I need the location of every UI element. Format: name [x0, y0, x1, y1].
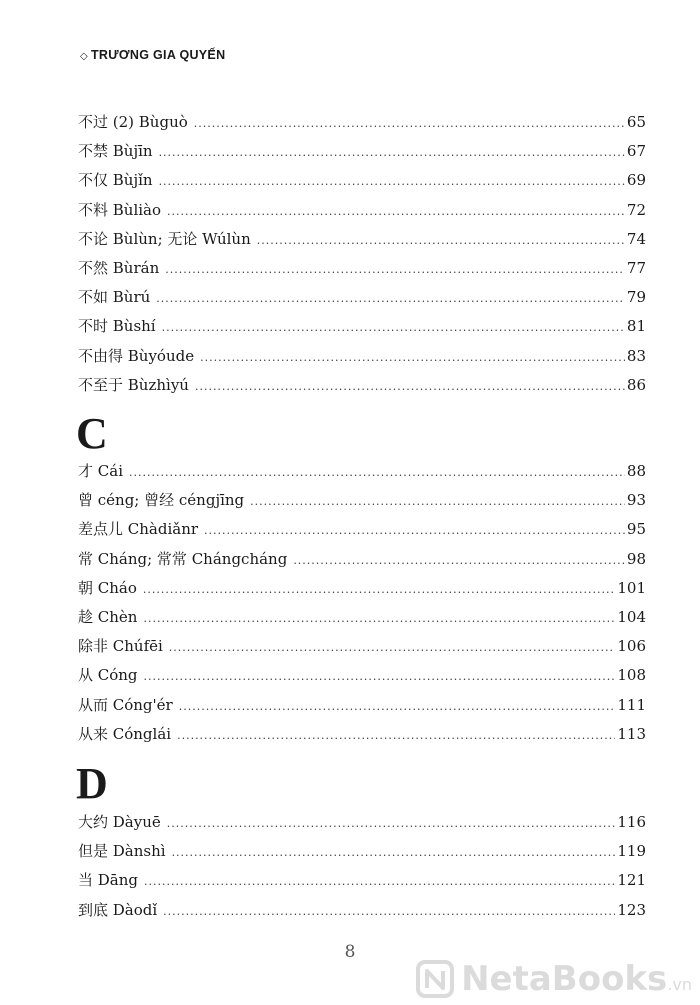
dot-leader [204, 524, 625, 537]
entry-term: 不论 Bùlùn; 无论 Wúlùn [78, 229, 251, 248]
entry-page: 95 [626, 520, 646, 539]
toc-entry[interactable] [78, 899, 646, 928]
entry-page: 86 [626, 375, 646, 394]
section-letter-d: D [76, 759, 108, 808]
toc-entry[interactable] [78, 869, 646, 898]
dot-leader [159, 146, 625, 159]
toc-entry[interactable] [78, 723, 646, 752]
entry-page: 104 [617, 607, 646, 626]
dot-leader [144, 875, 615, 888]
toc-entry[interactable] [78, 228, 646, 257]
entry-page: 74 [626, 229, 646, 248]
entry-term: 当 Dāng [78, 871, 139, 890]
entry-term: 不如 Bùrú [78, 288, 151, 307]
entry-term: 从而 Cóng'ér [78, 695, 173, 714]
toc-entry[interactable] [78, 111, 646, 140]
toc-entry[interactable] [78, 548, 646, 577]
entry-term: 不至于 Bùzhìyú [78, 375, 189, 394]
entry-term: 朝 Cháo [78, 578, 137, 597]
toc-entry[interactable] [78, 635, 646, 664]
watermark-text [461, 959, 692, 999]
dot-leader [156, 292, 625, 305]
toc-entry[interactable] [78, 169, 646, 198]
entry-term: 从 Cóng [78, 666, 138, 685]
entry-term: 但是 Dànshì [78, 842, 166, 861]
dot-leader [144, 670, 616, 683]
entry-page: 83 [626, 346, 646, 365]
dot-leader [165, 263, 625, 276]
toc-entry[interactable] [78, 664, 646, 693]
dot-leader [167, 205, 625, 218]
header-title: TRƯƠNG GIA QUYẾN [91, 48, 226, 62]
toc-entry[interactable] [78, 577, 646, 606]
dot-leader [129, 466, 625, 479]
entry-term: 从来 Cónglái [78, 724, 172, 743]
entry-term: 不时 Bùshí [78, 317, 156, 336]
entry-term: 才 Cái [78, 462, 123, 480]
entry-term: 除非 Chúfēi [78, 637, 163, 656]
diamond-icon: ◇ [80, 51, 88, 62]
entry-term: 不禁 Bùjīn [78, 142, 153, 161]
entry-term: 差点儿 Chàdiǎnr [78, 520, 199, 539]
toc-section-c [78, 460, 646, 752]
dot-leader [143, 612, 615, 625]
entry-term: 不然 Bùrán [78, 258, 160, 277]
entry-page: 67 [626, 142, 646, 161]
entry-term: 不仅 Bùjǐn [78, 171, 153, 190]
toc-entry[interactable] [78, 374, 646, 403]
entry-page: 69 [626, 171, 646, 190]
toc-entry[interactable] [78, 606, 646, 635]
entry-term: 到底 Dàodǐ [78, 900, 158, 919]
dot-leader [200, 351, 625, 364]
toc-entry[interactable] [78, 694, 646, 723]
toc-entry[interactable] [78, 286, 646, 315]
entry-page: 119 [617, 842, 646, 861]
entry-page: 123 [617, 900, 646, 919]
entry-page: 65 [626, 113, 646, 131]
entry-page: 121 [617, 871, 646, 890]
entry-term: 大约 Dàyuē [78, 813, 161, 831]
entry-page: 101 [617, 578, 646, 597]
dot-leader [195, 380, 625, 393]
dot-leader [177, 729, 615, 742]
entry-page: 111 [617, 695, 646, 714]
toc-entry[interactable] [78, 489, 646, 518]
dot-leader [169, 641, 616, 654]
dot-leader [250, 495, 625, 508]
toc-entry[interactable] [78, 518, 646, 547]
entry-page: 108 [617, 666, 646, 685]
entry-page: 93 [626, 491, 646, 510]
dot-leader [293, 554, 625, 567]
toc-entry[interactable] [78, 257, 646, 286]
toc-entry[interactable] [78, 460, 646, 489]
dot-leader [257, 234, 625, 247]
dot-leader [179, 700, 616, 713]
dot-leader [159, 175, 625, 188]
entry-page: 98 [626, 549, 646, 568]
dot-leader [172, 846, 616, 859]
entry-term: 不由得 Bùyóude [78, 346, 195, 365]
entry-term: 不料 Bùliào [78, 200, 162, 219]
dot-leader [163, 905, 615, 918]
toc-entry[interactable] [78, 840, 646, 869]
toc-entry[interactable] [78, 811, 646, 840]
netabooks-logo-icon [415, 959, 455, 999]
entry-term: 常 Cháng; 常常 Chángcháng [78, 549, 288, 568]
dot-leader [143, 583, 615, 596]
watermark [415, 959, 692, 999]
entry-page: 81 [626, 317, 646, 336]
dot-leader [167, 817, 616, 830]
entry-page: 106 [617, 637, 646, 656]
section-letter-c: C [76, 409, 108, 458]
entry-term: 不过 (2) Bùguò [78, 113, 188, 131]
toc-section-b [78, 111, 646, 403]
dot-leader [194, 117, 625, 130]
entry-page: 77 [626, 258, 646, 277]
toc-entry[interactable] [78, 345, 646, 374]
dot-leader [162, 321, 625, 334]
running-header [80, 48, 225, 62]
watermark-brand: NetaBooks [461, 959, 668, 999]
page-number: 8 [344, 942, 356, 962]
entry-page: 72 [626, 200, 646, 219]
toc-entry[interactable] [78, 140, 646, 169]
toc-entry[interactable] [78, 315, 646, 344]
entry-page: 88 [626, 462, 646, 480]
entry-page: 113 [617, 724, 646, 743]
watermark-suffix: .vn [667, 975, 692, 994]
toc-entry[interactable] [78, 199, 646, 228]
entry-page: 79 [626, 288, 646, 307]
entry-term: 曾 céng; 曾经 céngjīng [78, 491, 245, 510]
entry-term: 趁 Chèn [78, 607, 138, 626]
entry-page: 116 [617, 813, 646, 831]
toc-section-d [78, 811, 646, 928]
